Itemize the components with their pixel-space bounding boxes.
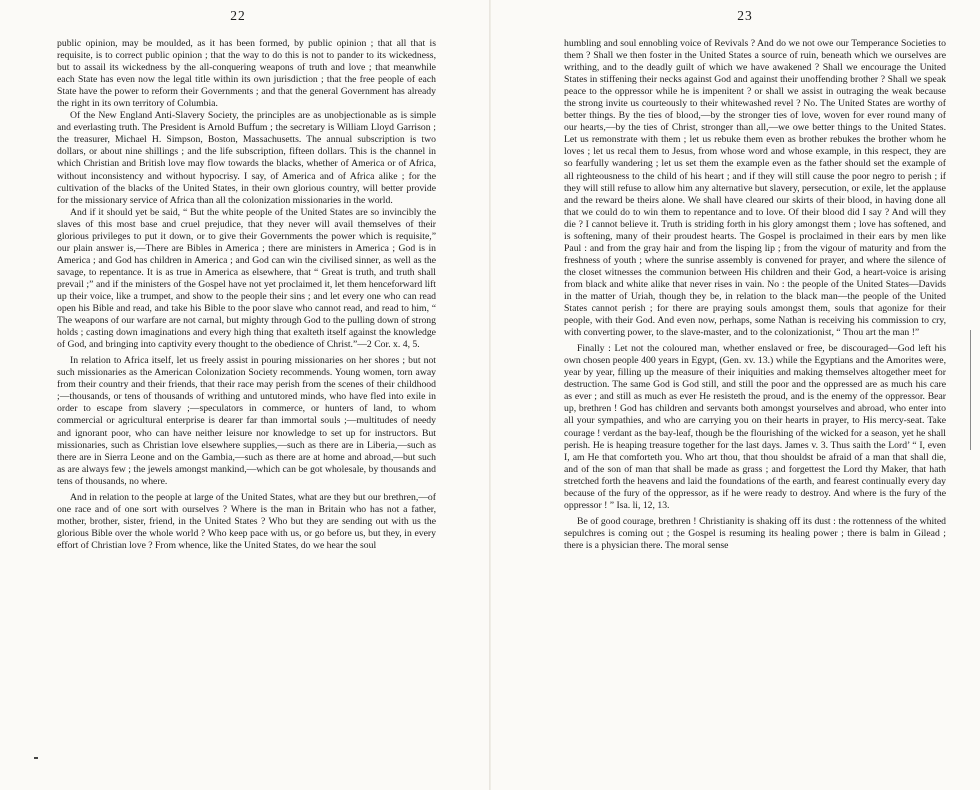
paragraph: public opinion, may be moulded, as it has been formed, by public opinion ; that all that is requisite, is to correct public opinion ; that the way to do this is not to pander to its wickedness, but to assail its wickedness by the all-conquering weapons of truth and love ; that meanwhile each State has even now the legal title within its own jurisdiction ; that the free people of each State have the power to reform their Governments ; and that the general Government has already the right in its own territory of Columbia. [57, 38, 436, 110]
paragraph: And if it should yet be said, “ But the white people of the United States are so invincibly the slaves of this most base and cruel prejudice, that they never will avail themselves of their glorious privileges to put it down, or to give their Governments the power which is requisite,” our plain answer is,—There are Bibles in America ; there are ministers in America ; God is in America ; and God has children in America ; and God can win the civilised sinner, as well as the savage, to repentance. It is as true in America as elsewhere, that “ Great is truth, and truth shall prevail ;” and if the ministers of the Gospel have not yet proclaimed it, let them henceforward lift up their voice, like a trumpet, and show to the people their sins ; and let every one who can read open his Bible and read, and take his Bible to the poor slave who cannot read, and read to him, “ The weapons of our warfare are not carnal, but mighty through God to the pulling down of strong holds ; casting down imaginations and every high thing that exalteth itself against the knowledge of God, and bringing into captivity every thought to the obedience of Christ.”—2 Cor. x. 4, 5. [57, 206, 436, 351]
paragraph: Be of good courage, brethren ! Christianity is shaking off its dust : the rottenness of the whited sepulchres is coming out ; the Gospel is resuming its healing power ; there is balm in Gilead ; there is a physician there. The moral sense [564, 515, 946, 551]
page-edge [970, 330, 971, 450]
paragraph: Of the New England Anti-Slavery Society, the principles are as unobjectionable as is simple and everlasting truth. The President is Arnold Buffum ; the secretary is William Lloyd Garrison ; the treasurer, Michael H. Simpson, Boston, Massachusetts. The annual subscription is two dollars, or about nine shillings ; and the life subscription, fifteen dollars. This is the channel in which Christian and British love may flow towards the blacks, whether of America or of Africa, without inconsistency and without hypocrisy. I say, of America and of Africa alike ; for the cultivation of the blacks of the United States, in their own glorious country, will better provide for the missionary service of Africa than all the colonization missionaries in the world. [57, 110, 436, 206]
paragraph: humbling and soul ennobling voice of Revivals ? And do we not owe our Temperance Societies to them ? Shall we then foster in the United States a source of ruin, beneath which we ourselves are writhing, and to the deadly guilt of which we have awakened ? Shall we encourage the United States in stiffening their necks against God and against their unoffending brother ? Shall we speak peace to the oppressor while he is impenitent ? or shall we assist in outraging the weak because the strong invite us courteously to their whitewashed revel ? No. The United States are worthy of better things. By the ties of blood,—by the stronger ties of love, woven for ever round many of our hearts,—by the ties of Christ, stronger than all,—we owe better things to the United States. Let us remonstrate with them ; let us rebuke them even as brother rebukes the brother whom he loves ; let us recal them to Jesus, from whose word and whose example, in this respect, they are so fearfully wandering ; let us set them the example even as the father should set the example of all righteousness to the child of his heart ; and if they will still cause the poor negro to perish ; if they will still refuse to allow him any alternative but slavery, persecution, or exile, let the applause and the reward be theirs alone. We shall have cleared our skirts of their blood, in having done all that we could do to win them to repentance and to love. Of their blood did I say ? And will they die ? I cannot believe it. Truth is striding forth in his glory amongst them ; love has softened, and is softening, many of their proudest hearts. The Gospel is proclaimed in their ears by men like Paul : and from the gray hair and from the lisping lip ; from the vigour of maturity and from the freshness of youth ; where the sunrise assembly is convened for prayer, and where the silence of the closet witnesses the communion between His children and their God, a heart-voice is arising from black and white alike that never rises in vain. No : the people of the United States—Davids in the matter of Uriah, though they be, in relation to the black man—the people of the United States cannot perish ; for there are praying souls amongst them, souls that agonize for their people, with their God. And even now, perhaps, some Nathan is receiving his commission to cry, with converting power, to the slave-master, and to the colonizationist, “ Thou art the man !” [564, 38, 946, 339]
paragraph: Finally : Let not the coloured man, whether enslaved or free, be discouraged—God left his own chosen people 400 years in Egypt, (Gen. xv. 13.) while the Egyptians and the Amorites were, year by year, filling up the measure of their iniquities and making themselves altogether meet for destruction. The same God is God still, and still the poor and the oppressed are as much his care as ever ; and still as much as ever He resisteth the proud, and is the enemy of the oppressor. Bear up, brethren ! God has children and servants both amongst yourselves and abroad, who enter into all your sympathies, and who are carrying you on their hearts in prayer, to His mercy-seat. Take courage ! verdant as the bay-leaf, though be the flourishing of the wicked for a season, yet he shall perish. He is heaping treasure together for the last days. James v. 3. Thus saith the Lord’ “ I, even I, am He that comforteth you. Who art thou, that thou shouldst be afraid of a man that shall die, and of the son of man that shall be made as grass ; and forgettest the Lord thy Maker, that hath stretched forth the heavens and laid the foundations of the earth, and fearest continually every day because of the fury of the oppressor, as if he were ready to destroy. And where is the fury of the oppressor ! ” Isa. li, 12, 13. [564, 343, 946, 511]
paragraph: In relation to Africa itself, let us freely assist in pouring missionaries on her shores ; but not such missionaries as the American Colonization Society recommends. Young women, torn away from their country and their friends, that their race may perish from the scenes of their childhood ;—thousands, or tens of thousands of writhing and untutored minds, who have fled into exile in order to escape from slavery ;—speculators in commerce, or hunters of land, to whom commercial or agricultural enterprise is dearer far than immortal souls ;—multitudes of needy and ignorant poor, who can have neither leisure nor knowledge to set up for instructors. But missionaries, such as Christian love elsewhere supplies,—such as there are in Liberia,—such as there are in Sierra Leone and on the Gambia,—such as there are at home and abroad,—but such as are always few ; the jewels amongst mankind,—which can be got wholesale, by thousands and tens of thousands, no where. [57, 355, 436, 487]
page-number: 22 [230, 8, 246, 23]
page-number: 23 [737, 8, 753, 23]
stray-mark [34, 757, 38, 759]
page-body [57, 38, 436, 552]
paragraph: And in relation to the people at large of the United States, what are they but our brethren,—of one race and of one sort with ourselves ? Where is the man in Britain who has not a father, mother, brother, sister, friend, in the United States ? Who but they are sending out with us the glorious Bible over the whole world ? Who keep pace with us, or go before us, but they, in every effort of Christian love ? From whence, like the United States, do we hear the soul [57, 491, 436, 551]
page-body [564, 38, 946, 552]
right-page [490, 0, 980, 790]
